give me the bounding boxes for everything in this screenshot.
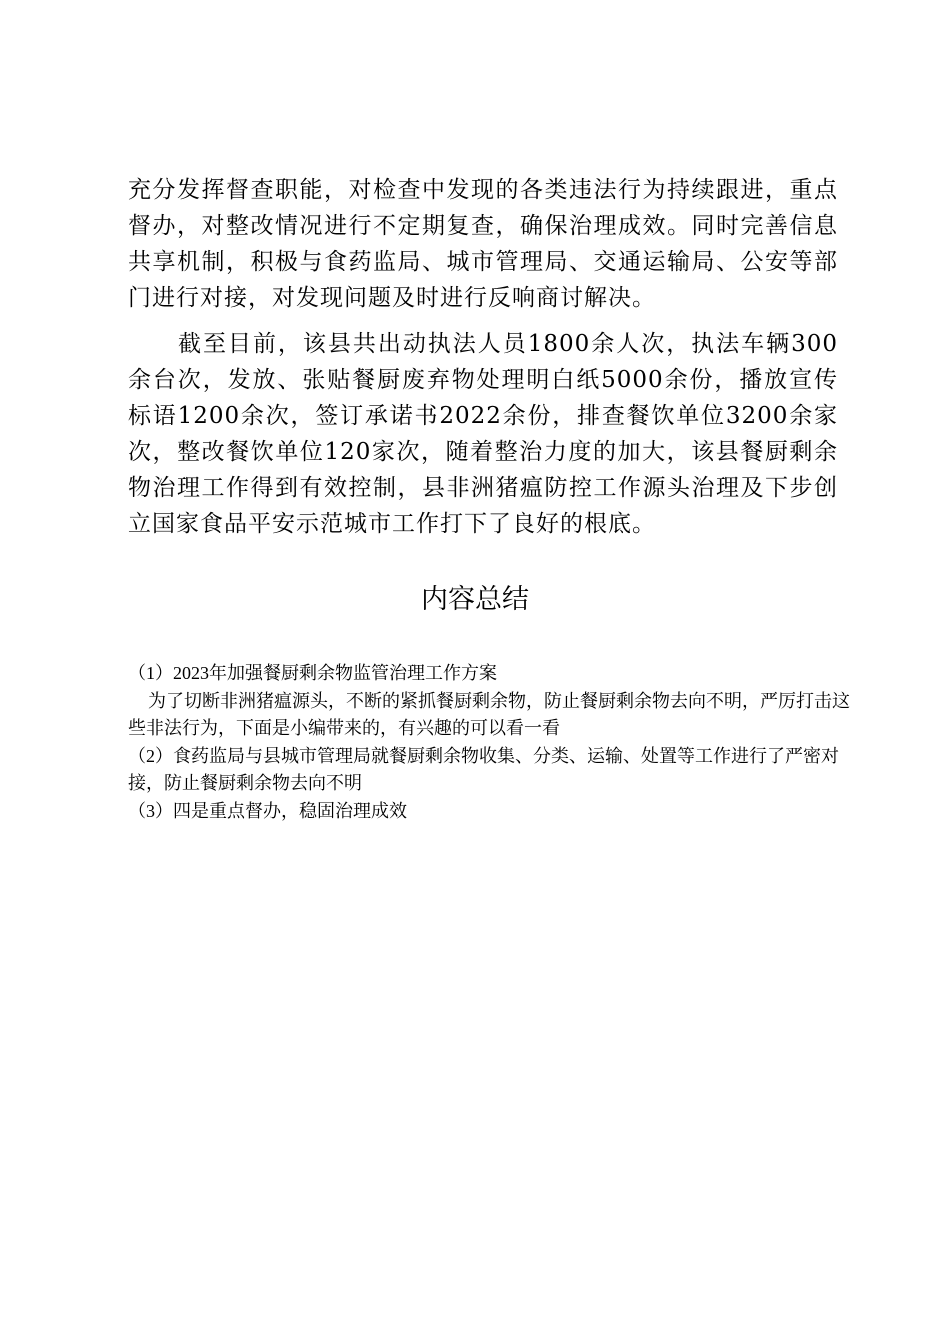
summary-item-intro: 为了切断非洲猪瘟源头，不断的紧抓餐厨剩余物，防止餐厨剩余物去向不明，严厉打击这些非法行为，下面是小编带来的，有兴趣的可以看一看 — [128, 690, 850, 738]
summary-item-3: （3）四是重点督办，稳固治理成效 — [128, 800, 407, 821]
body-paragraph-2: 截至目前，该县共出动执法人员1800余人次，执法车辆300余台次，发放、张贴餐厨废弃物处理明白纸5000余份，播放宣传标语1200余次，签订承诺书2022余份，排查餐饮单位3200余家次，整改餐饮单位120家次，随着整治力度的加大，该县餐厨剩余物治理工作得到有效控制，县非洲猪瘟防控工作源头治理及下步创立国家食品平安示范城市工作打下了良好的根底。 — [128, 331, 838, 537]
summary-section — [128, 660, 858, 825]
summary-item-2: （2）食药监局与县城市管理局就餐厨剩余物收集、分类、运输、处置等工作进行了严密对接，防止餐厨剩余物去向不明 — [128, 745, 839, 793]
body-paragraph-1: 充分发挥督查职能，对检查中发现的各类违法行为持续跟进，重点督办，对整改情况进行不定期复查，确保治理成效。同时完善信息共享机制，积极与食药监局、城市管理局、交通运输局、公安等部门进行对接，对发现问题及时进行反响商讨解决。 — [128, 177, 838, 311]
summary-heading: 内容总结 — [421, 584, 529, 615]
summary-item-1: （1）2023年加强餐厨剩余物监管治理工作方案 — [128, 663, 497, 683]
